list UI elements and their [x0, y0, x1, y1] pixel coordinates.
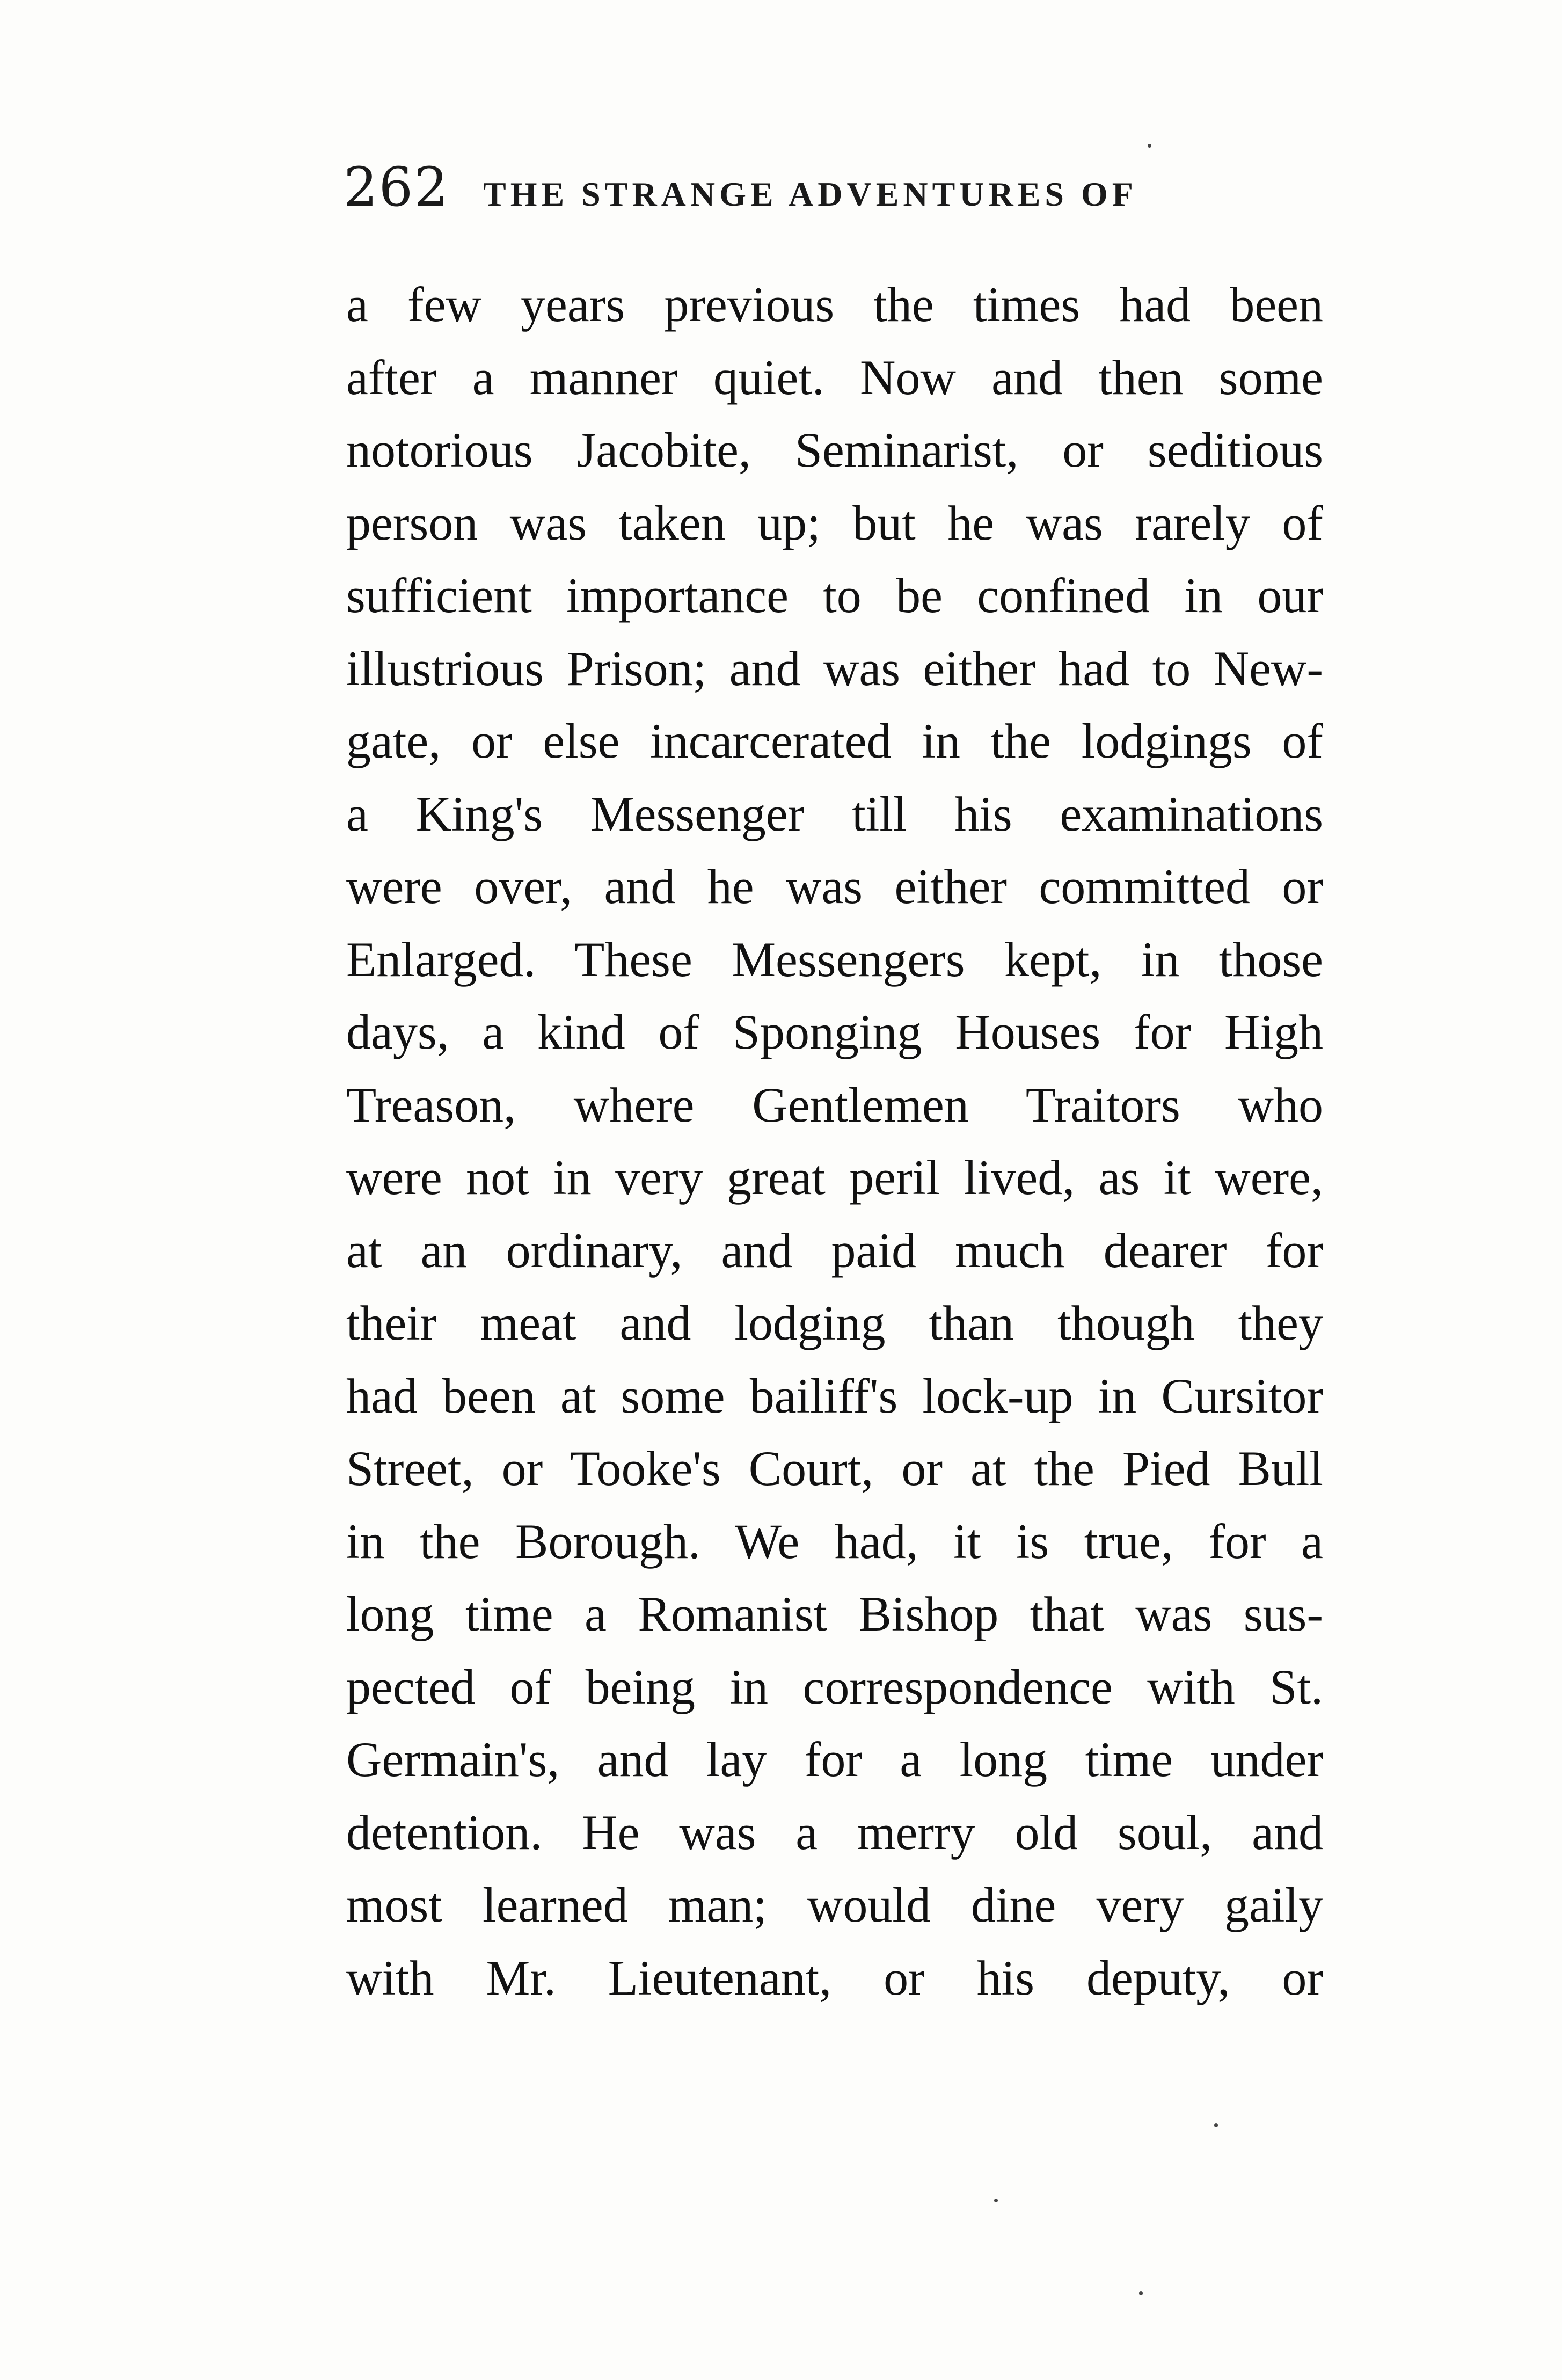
text-line: in the Borough. We had, it is true, for a [346, 1513, 1323, 1569]
text-line: a King's Messenger till his examinations [346, 786, 1323, 841]
text-line: after a manner quiet. Now and then some [346, 350, 1323, 405]
text-line: sufficient importance to be confined in our [346, 568, 1323, 623]
text-line: pected of being in correspondence with St. [346, 1659, 1323, 1714]
paper-speck [1214, 2123, 1218, 2127]
body-text [346, 268, 1323, 2014]
text-line: Treason, where Gentlemen Traitors who [346, 1077, 1323, 1132]
text-line: gate, or else incarcerated in the lodgings of [346, 714, 1323, 768]
running-title: THE STRANGE ADVENTURES OF [483, 175, 1137, 213]
paper-speck [1139, 2291, 1143, 2295]
text-line: were over, and he was either committed or [346, 859, 1323, 914]
text-line: long time a Romanist Bishop that was sus- [346, 1586, 1323, 1641]
text-line: detention. He was a merry old soul, and [346, 1804, 1323, 1860]
page-number: 262 [344, 156, 449, 219]
text-line: had been at some bailiff's lock-up in Cursitor [346, 1368, 1323, 1423]
text-line: illustrious Prison; and was either had to New- [346, 641, 1323, 696]
text-line: a few years previous the times had been [346, 277, 1323, 332]
text-line: with Mr. Lieutenant, or his deputy, or [346, 1950, 1323, 2005]
text-line: days, a kind of Sponging Houses for High [346, 1005, 1323, 1059]
text-line: most learned man; would dine very gaily [346, 1877, 1323, 1932]
text-line: their meat and lodging than though they [346, 1295, 1323, 1350]
text-line: notorious Jacobite, Seminarist, or seditious [346, 423, 1323, 477]
paper-speck [1148, 144, 1151, 148]
text-line: person was taken up; but he was rarely of [346, 495, 1323, 550]
text-line: Street, or Tooke's Court, or at the Pied Bull [346, 1441, 1323, 1496]
text-line: Enlarged. These Messengers kept, in those [346, 931, 1323, 987]
paper-speck [994, 2199, 998, 2202]
page-header [344, 156, 1326, 231]
text-line: at an ordinary, and paid much dearer for [346, 1222, 1323, 1278]
text-line: Germain's, and lay for a long time under [346, 1732, 1323, 1787]
text-line: were not in very great peril lived, as it were, [346, 1150, 1323, 1205]
